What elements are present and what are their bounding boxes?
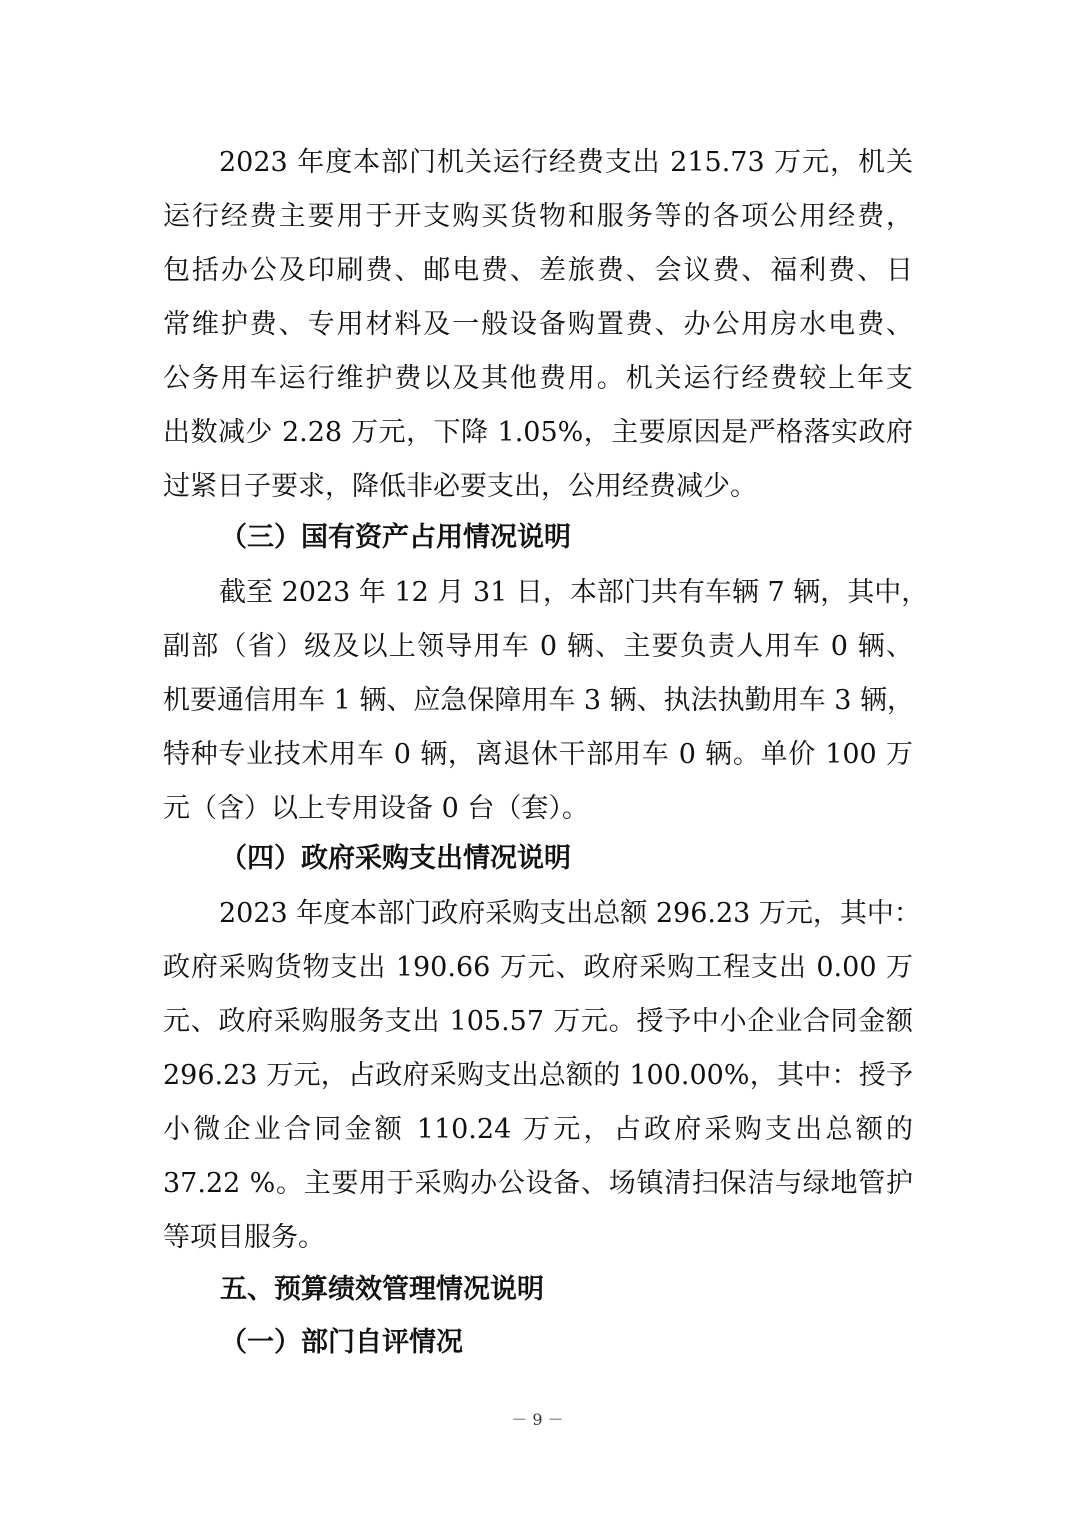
text-line: 机要通信用车 1 辆、应急保障用车 3 辆、执法执勤用车 3 辆，	[163, 685, 915, 716]
text-line: 运行经费主要用于开支购买货物和服务等的各项公用经费，	[163, 201, 913, 232]
text-line: 过紧日子要求，降低非必要支出，公用经费减少。	[163, 471, 757, 502]
paragraph-procurement	[163, 887, 921, 1265]
paragraph-state-assets	[163, 566, 929, 836]
section-heading-performance: 五、预算绩效管理情况说明	[220, 1274, 544, 1305]
text-line: 元（含）以上专用设备 0 台（套）。	[163, 793, 589, 824]
text-line: 元、政府采购服务支出 105.57 万元。授予中小企业合同金额	[163, 1006, 913, 1037]
section-heading-state-assets: （三）国有资产占用情况说明	[220, 522, 571, 553]
text-line: 常维护费、专用材料及一般设备购置费、办公用房水电费、	[163, 309, 913, 340]
text-line: 37.22 %。主要用于采购办公设备、场镇清扫保洁与绿地管护	[163, 1168, 913, 1199]
text-line: 公务用车运行维护费以及其他费用。机关运行经费较上年支	[163, 363, 913, 394]
text-line: 截至 2023 年 12 月 31 日，本部门共有车辆 7 辆，其中，	[219, 577, 929, 608]
page-number: － 9 －	[511, 1410, 564, 1429]
text-line: 等项目服务。	[163, 1222, 325, 1253]
text-line: 政府采购货物支出 190.66 万元、政府采购工程支出 0.00 万	[163, 952, 913, 983]
text-line: 副部（省）级及以上领导用车 0 辆、主要负责人用车 0 辆、	[163, 631, 913, 662]
text-line: 296.23 万元，占政府采购支出总额的 100.00%，其中：授予	[163, 1060, 913, 1091]
text-line: 2023 年度本部门机关运行经费支出 215.73 万元，机关	[219, 147, 913, 178]
text-line: 2023 年度本部门政府采购支出总额 296.23 万元，其中：	[219, 898, 921, 929]
text-line: 小微企业合同金额 110.24 万元，占政府采购支出总额的	[163, 1114, 913, 1145]
subsection-heading-self-evaluation: （一）部门自评情况	[220, 1327, 463, 1358]
section-heading-procurement: （四）政府采购支出情况说明	[220, 843, 571, 874]
paragraph-operating-expenses	[163, 136, 913, 514]
text-line: 特种专业技术用车 0 辆，离退休干部用车 0 辆。单价 100 万	[163, 739, 913, 770]
text-line: 出数减少 2.28 万元，下降 1.05%，主要原因是严格落实政府	[163, 417, 913, 448]
text-line: 包括办公及印刷费、邮电费、差旅费、会议费、福利费、日	[163, 255, 913, 286]
